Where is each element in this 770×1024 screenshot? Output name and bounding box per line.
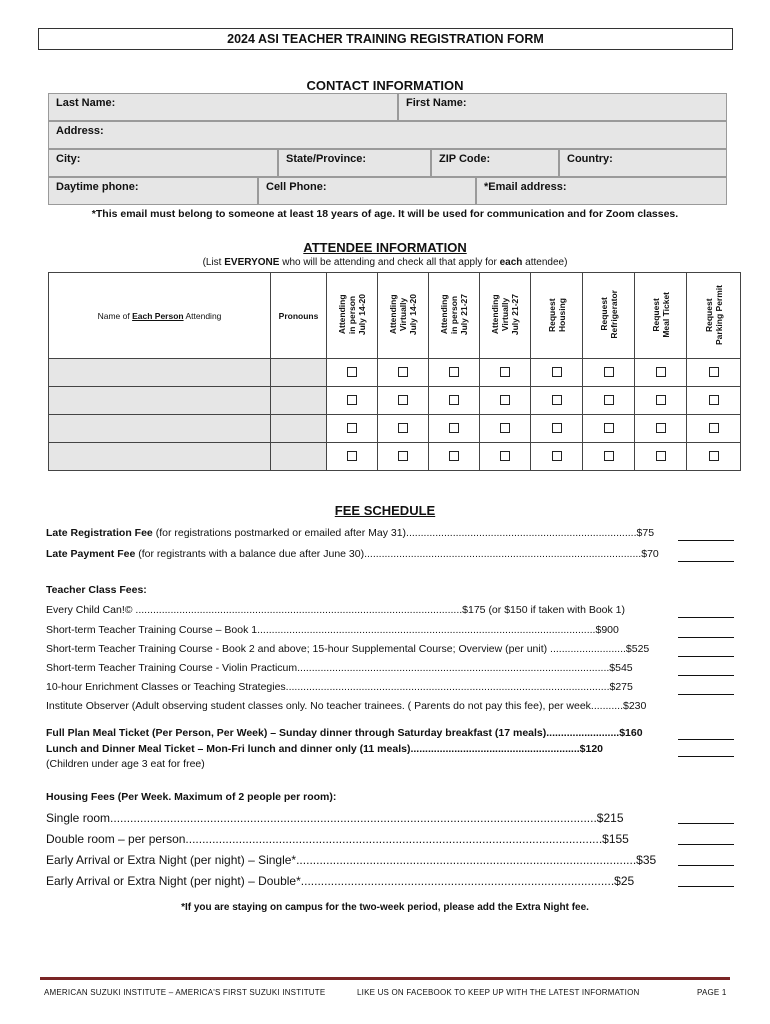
first-name-field[interactable]: First Name: [398,93,727,121]
in-person-2-checkbox[interactable] [449,395,459,405]
virtual-1-checkbox[interactable] [398,395,408,405]
meal-ticket-checkbox[interactable] [656,423,666,433]
col-virtual-1-header: Attending Virtually July 14-20 [388,293,418,336]
meal-ticket-checkbox[interactable] [656,451,666,461]
table-row [49,359,741,387]
virtual-1-checkbox[interactable] [398,367,408,377]
attendee-name-input[interactable] [49,359,271,387]
table-row [49,443,741,471]
address-field[interactable]: Address: [48,121,727,149]
double-room-fee: Double room – per person.............................................................................................................................$155 [46,832,629,846]
virtual-2-checkbox[interactable] [500,451,510,461]
fee-heading: FEE SCHEDULE [334,503,436,518]
teacher-fees-heading: Teacher Class Fees: [46,584,147,596]
col-parking-header: Request Parking Permit [703,284,724,345]
attendee-heading: ATTENDEE INFORMATION [303,240,467,255]
attendee-name-input[interactable] [49,443,271,471]
meal-ticket-checkbox[interactable] [656,367,666,377]
attendee-pronouns-input[interactable] [271,415,327,443]
enrichment-fee: 10-hour Enrichment Classes or Teaching Strategies...............................................................................................................$275 [46,681,633,693]
col-pronouns-header: Pronouns [271,273,327,359]
early-arrival-double-fee: Early Arrival or Extra Night (per night) – Double*..............................................................................................$25 [46,874,635,888]
violin-practicum-blank[interactable] [678,675,734,676]
attendee-name-input[interactable] [49,415,271,443]
every-child-fee: Every Child Can!© ................................................................................................................$175 (or $150 if taken with Book 1) [46,604,626,616]
enrichment-blank[interactable] [678,694,734,695]
col-meal-ticket-header: Request Meal Ticket [650,291,671,338]
book2-blank[interactable] [678,656,734,657]
housing-checkbox[interactable] [552,395,562,405]
col-refrigerator-header: Request Refrigerator [598,290,619,339]
email-field[interactable]: *Email address: [476,177,727,205]
parking-checkbox[interactable] [709,423,719,433]
table-row [49,387,741,415]
book1-fee: Short-term Teacher Training Course – Book 1....................................................................................................................$900 [46,624,619,636]
daytime-phone-field[interactable]: Daytime phone: [48,177,258,205]
virtual-2-checkbox[interactable] [500,395,510,405]
late-registration-fee: Late Registration Fee (for registrations postmarked or emailed after May 31)...............................................................................$75 [46,527,655,539]
virtual-1-checkbox[interactable] [398,423,408,433]
zip-field[interactable]: ZIP Code: [431,149,559,177]
observer-fee: Institute Observer (Adult observing student classes only. No teacher trainees. ( Parents do not pay this fee), per week...........$230 [46,700,647,712]
footer-divider [40,977,730,980]
refrigerator-checkbox[interactable] [604,367,614,377]
parking-checkbox[interactable] [709,367,719,377]
every-child-blank[interactable] [678,617,734,618]
in-person-1-checkbox[interactable] [347,423,357,433]
full-meal-ticket-fee: Full Plan Meal Ticket (Per Person, Per Week) – Sunday dinner through Saturday breakfast (17 meals).........................$160 [46,727,643,739]
housing-checkbox[interactable] [552,451,562,461]
in-person-1-checkbox[interactable] [347,395,357,405]
form-title: 2024 ASI TEACHER TRAINING REGISTRATION FORM [38,28,733,50]
late-payment-blank[interactable] [678,561,734,562]
early-double-blank[interactable] [678,886,734,887]
virtual-1-checkbox[interactable] [398,451,408,461]
attendee-name-input[interactable] [49,387,271,415]
parking-checkbox[interactable] [709,395,719,405]
attendee-subtitle: (List EVERYONE who will be attending and check all that apply for each attendee) [202,257,568,268]
violin-practicum-fee: Short-term Teacher Training Course - Violin Practicum...........................................................................................................$545 [46,662,633,674]
children-note: (Children under age 3 eat for free) [46,758,205,770]
meal-ticket-checkbox[interactable] [656,395,666,405]
early-single-blank[interactable] [678,865,734,866]
double-room-blank[interactable] [678,844,734,845]
lunch-dinner-blank[interactable] [678,756,734,757]
late-payment-fee: Late Payment Fee (for registrants with a balance due after June 30)...............................................................................................$70 [46,548,659,560]
in-person-2-checkbox[interactable] [449,367,459,377]
single-room-blank[interactable] [678,823,734,824]
col-virtual-2-header: Attending Virtually July 21-27 [490,293,520,336]
campus-note: *If you are staying on campus for the two-week period, please add the Extra Night fee. [181,902,589,913]
col-in-person-1-header: Attending in person July 14-20 [337,293,367,336]
refrigerator-checkbox[interactable] [604,423,614,433]
last-name-field[interactable]: Last Name: [48,93,398,121]
in-person-2-checkbox[interactable] [449,451,459,461]
col-name-header: Name of Each Person Attending [49,273,271,359]
parking-checkbox[interactable] [709,451,719,461]
city-field[interactable]: City: [48,149,278,177]
footer-center: LIKE US ON FACEBOOK TO KEEP UP WITH THE LATEST INFORMATION [357,988,640,997]
attendee-pronouns-input[interactable] [271,443,327,471]
virtual-2-checkbox[interactable] [500,367,510,377]
contact-grid [48,93,727,205]
in-person-1-checkbox[interactable] [347,451,357,461]
in-person-1-checkbox[interactable] [347,367,357,377]
col-in-person-2-header: Attending in person July 21-27 [439,293,469,336]
attendee-pronouns-input[interactable] [271,387,327,415]
late-registration-blank[interactable] [678,540,734,541]
lunch-dinner-ticket-fee: Lunch and Dinner Meal Ticket – Mon-Fri lunch and dinner only (11 meals)..........................................................$120 [46,743,604,755]
virtual-2-checkbox[interactable] [500,423,510,433]
single-room-fee: Single room..................................................................................................................................................$215 [46,811,624,825]
country-field[interactable]: Country: [559,149,727,177]
refrigerator-checkbox[interactable] [604,451,614,461]
book1-blank[interactable] [678,637,734,638]
table-row [49,415,741,443]
contact-heading: CONTACT INFORMATION [306,78,464,93]
email-note: *This email must belong to someone at least 18 years of age. It will be used for communication and for Zoom classes. [91,208,679,220]
attendee-table [48,272,741,471]
in-person-2-checkbox[interactable] [449,423,459,433]
housing-fees-heading: Housing Fees (Per Week. Maximum of 2 people per room): [46,791,337,803]
refrigerator-checkbox[interactable] [604,395,614,405]
early-arrival-single-fee: Early Arrival or Extra Night (per night) – Single*......................................................................................................$35 [46,853,657,867]
footer-page-number: PAGE 1 [697,988,727,997]
footer-left: AMERICAN SUZUKI INSTITUTE – AMERICA'S FIRST SUZUKI INSTITUTE [44,988,326,997]
housing-checkbox[interactable] [552,423,562,433]
housing-checkbox[interactable] [552,367,562,377]
full-meal-blank[interactable] [678,739,734,740]
attendee-pronouns-input[interactable] [271,359,327,387]
state-field[interactable]: State/Province: [278,149,431,177]
book2-fee: Short-term Teacher Training Course - Book 2 and above; 15-hour Supplemental Course; Overview (per unit) ..........................$525 [46,643,650,655]
col-housing-header: Request Housing [546,297,567,332]
cell-phone-field[interactable]: Cell Phone: [258,177,476,205]
